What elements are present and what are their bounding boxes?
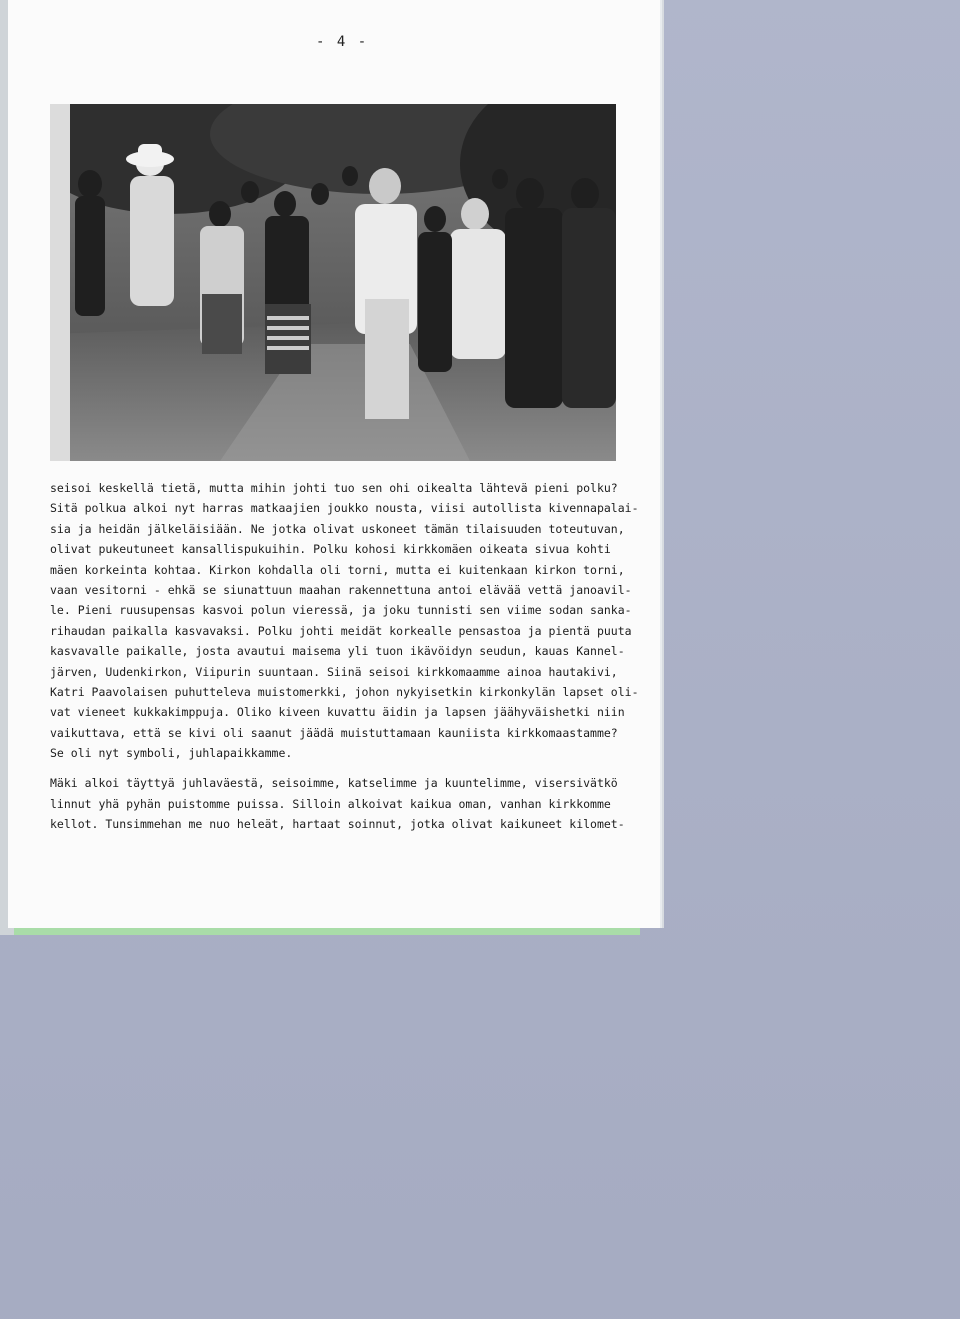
body-text	[50, 478, 639, 835]
text-line: Mäki alkoi täyttyä juhlaväestä, seisoimme, katselimme ja kuuntelimme, visersivätkö	[50, 776, 618, 791]
text-line: kellot. Tunsimmehan me nuo heleät, hartaat soinnut, jotka olivat kaikuneet kilomet-	[50, 817, 625, 832]
text-line: vaikuttava, että se kivi oli saanut jäädä muistuttamaan kauniista kirkkomaastamme?	[50, 725, 618, 740]
text-line: Sitä polkua alkoi nyt harras matkaajien joukko nousta, viisi autollista kivennapalai-	[50, 501, 639, 516]
paragraph-gap	[50, 763, 622, 773]
text-line: Se oli nyt symboli, juhlapaikkamme.	[50, 746, 293, 761]
text-line: kasvavalle paikalle, josta avautui maisema yli tuon ikävöidyn seudun, kauas Kannel-	[50, 644, 625, 659]
page-number: - 4 -	[316, 34, 369, 50]
photo-icon	[50, 104, 616, 461]
text-line: vat vieneet kukkakimppuja. Oliko kiveen kuvattu äidin ja lapsen jäähyväishetki niin	[50, 705, 625, 720]
text-line: le. Pieni ruusupensas kasvoi polun vieressä, ja joku tunnisti sen viime sodan sanka-	[50, 603, 632, 618]
text-line: mäen korkeinta kohtaa. Kirkon kohdalla oli torni, mutta ei kuitenkaan kirkon torni,	[50, 562, 625, 577]
text-line: järven, Uudenkirkon, Viipurin suuntaan. Siinä seisoi kirkkomaamme ainoa hautakivi,	[50, 664, 618, 679]
text-line: sia ja heidän jälkeläisiään. Ne jotka olivat uskoneet tämän tilaisuuden toteutuvan,	[50, 521, 625, 536]
text-line: olivat pukeutuneet kansallispukuihin. Polku kohosi kirkkomäen oikeata sivua kohti	[50, 542, 611, 557]
text-line: Katri Paavolaisen puhutteleva muistomerkki, johon nykyisetkin kirkonkylän lapset oli-	[50, 684, 639, 699]
group-photo	[50, 104, 616, 461]
text-line: linnut yhä pyhän puistomme puissa. Silloin alkoivat kaikua oman, vanhan kirkkomme	[50, 796, 611, 811]
text-line: seisoi keskellä tietä, mutta mihin johti tuo sen ohi oikealta lähtevä pieni polku?	[50, 481, 618, 495]
text-line: rihaudan paikalla kasvavaksi. Polku johti meidät korkealle pensastoa ja pientä puuta	[50, 623, 632, 638]
text-line: vaan vesitorni - ehkä se siunattuun maahan rakennettuna antoi elävää vettä janoavil-	[50, 582, 632, 597]
